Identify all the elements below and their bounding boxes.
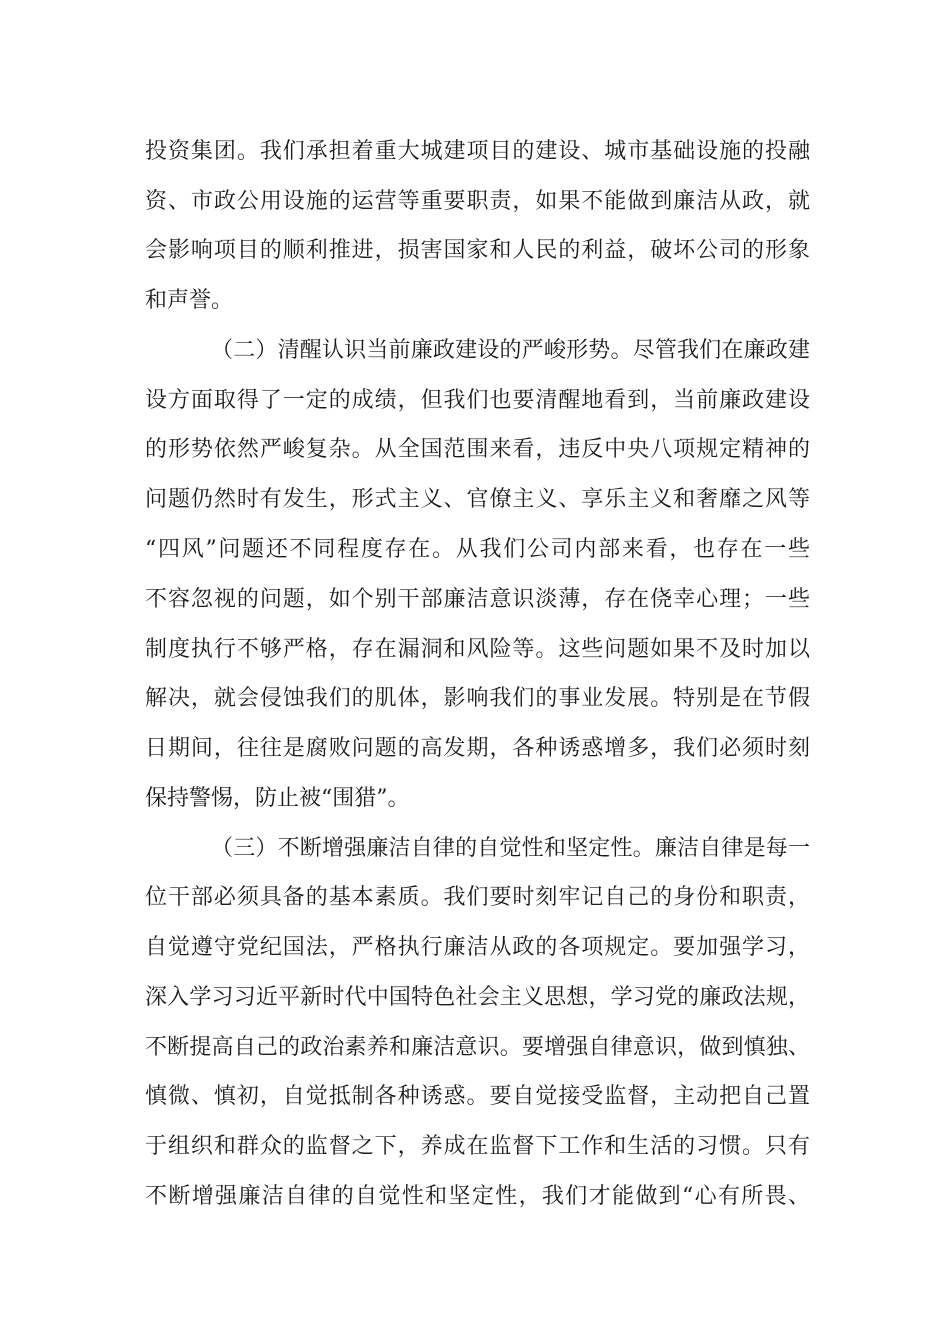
text-line: 制度执行不够严格，存在漏洞和风险等。这些问题如果不及时加以 (145, 637, 810, 662)
text-line: 设方面取得了一定的成绩，但我们也要清醒地看到，当前廉政建设 (145, 388, 810, 413)
section-heading-line: （三）不断增强廉洁自律的自觉性和坚定性。廉洁自律是每一 (211, 836, 810, 861)
text-line: 的形势依然严峻复杂。从全国范围来看，违反中央八项规定精神的 (145, 437, 810, 462)
text-line: “四风”问题还不同程度存在。从我们公司内部来看，也存在一些 (145, 537, 810, 562)
text-line: 不断增强廉洁自律的自觉性和坚定性，我们才能做到“心有所畏、 (145, 1184, 810, 1209)
text-line: 会影响项目的顺利推进，损害国家和人民的利益，破坏公司的形象 (145, 238, 810, 263)
text-line: 问题仍然时有发生，形式主义、官僚主义、享乐主义和奢靡之风等 (145, 487, 810, 512)
text-line: 日期间，往往是腐败问题的高发期，各种诱惑增多，我们必须时刻 (145, 736, 810, 761)
text-line: 不容忽视的问题，如个别干部廉洁意识淡薄，存在侥幸心理；一些 (145, 587, 810, 612)
text-line: 自觉遵守党纪国法，严格执行廉洁从政的各项规定。要加强学习， (145, 935, 810, 960)
text-line: 和声誉。 (145, 288, 234, 313)
text-line: 于组织和群众的监督之下，养成在监督下工作和生活的习惯。只有 (145, 1134, 810, 1159)
text-line: 不断提高自己的政治素养和廉洁意识。要增强自律意识，做到慎独、 (145, 1035, 810, 1060)
text-line: 投资集团。我们承担着重大城建项目的建设、城市基础设施的投融 (145, 139, 810, 164)
text-line: 保持警惕，防止被“围猎”。 (145, 786, 410, 811)
text-line: 资、市政公用设施的运营等重要职责，如果不能做到廉洁从政，就 (145, 189, 810, 214)
text-line: 慎微、慎初，自觉抵制各种诱惑。要自觉接受监督，主动把自己置 (145, 1084, 810, 1109)
text-line: 深入学习习近平新时代中国特色社会主义思想，学习党的廉政法规， (145, 985, 810, 1010)
text-line: 位干部必须具备的基本素质。我们要时刻牢记自己的身份和职责， (145, 885, 810, 910)
text-line: 解决，就会侵蚀我们的肌体，影响我们的事业发展。特别是在节假 (145, 686, 810, 711)
section-heading-line: （二）清醒认识当前廉政建设的严峻形势。尽管我们在廉政建 (211, 338, 810, 363)
